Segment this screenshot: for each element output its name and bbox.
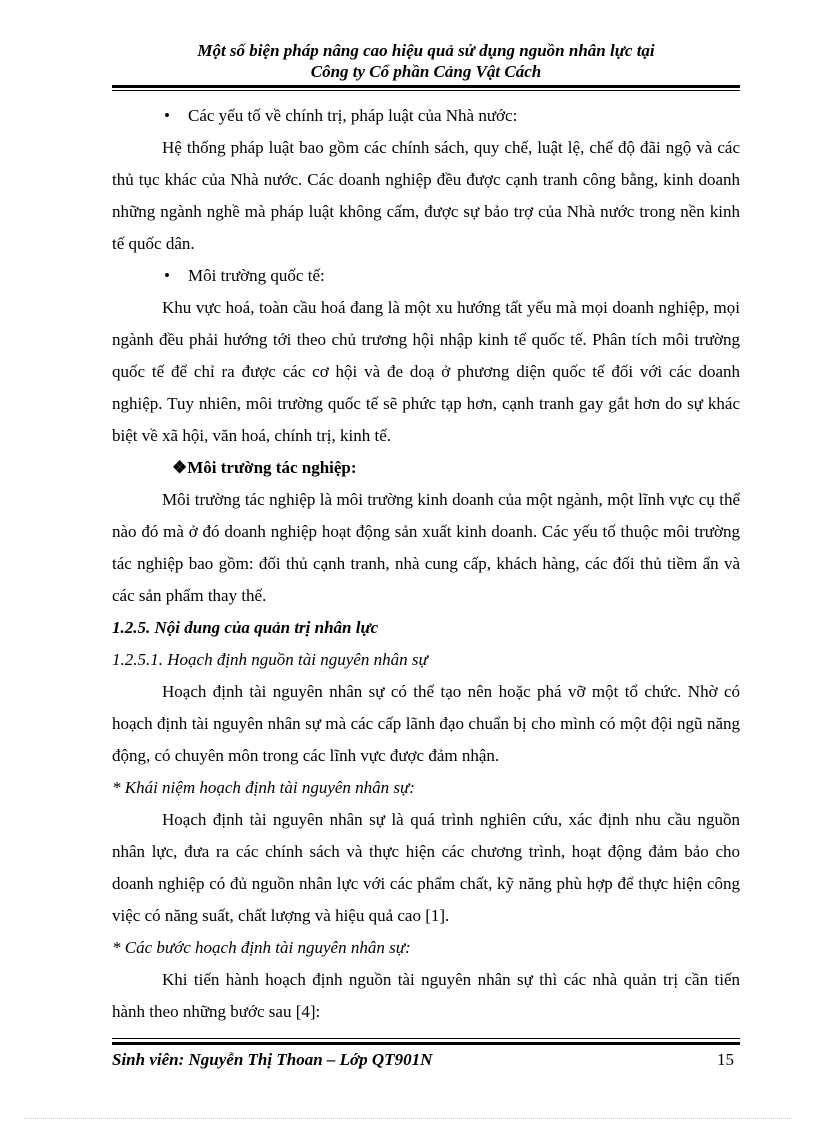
paragraph: Môi trường tác nghiệp là môi trường kinh doanh của một ngành, một lĩnh vực cụ thể nào đó mà ở đó doanh nghiệp hoạt động sản xuất kinh doanh. Các yếu tố thuộc môi trường tác nghiệp bao gồm: đối thủ cạnh tranh, nhà cung cấp, khách hàng, các đối thủ tiềm ẩn và các sản phẩm thay thế. <box>112 490 740 605</box>
page-body <box>112 100 740 1028</box>
diamond-bullet-icon: ❖ <box>172 458 188 477</box>
bullet-item <box>112 100 740 132</box>
note-heading: * Các bước hoạch định tài nguyên nhân sự: <box>112 938 411 957</box>
bullet-text: Môi trường quốc tế: <box>188 266 325 285</box>
page-number: 15 <box>717 1050 734 1069</box>
header-rule-thin <box>112 90 740 91</box>
paragraph: Khu vực hoá, toàn cầu hoá đang là một xu hướng tất yếu mà mọi doanh nghiệp, mọi ngành đều phải hướng tới theo chủ trương hội nhập kinh tế quốc tế. Phân tích môi trường quốc tế để chỉ ra được các cơ hội và đe doạ ở phương diện quốc tế đối với các doanh nghiệp. Tuy nhiên, môi trường quốc tế sẽ phức tạp hơn, cạnh tranh gay gắt hơn do sự khác biệt về xã hội, văn hoá, chính trị, kinh tế. <box>112 298 740 445</box>
section-heading: 1.2.5. Nội dung của quản trị nhân lực <box>112 618 379 637</box>
paragraph: Hoạch định tài nguyên nhân sự là quá trình nghiên cứu, xác định nhu cầu nguồn nhân lực, đưa ra các chính sách và thực hiện các chương trình, hoạt động đảm bảo cho doanh nghiệp có đủ nguồn nhân lực với các phẩm chất, kỹ năng phù hợp để thực hiện công việc có năng suất, chất lượng và hiệu quả cao [1]. <box>112 810 740 925</box>
subsection-heading: 1.2.5.1. Hoạch định nguồn tài nguyên nhân sự <box>112 650 428 669</box>
bullet-dot-icon: • <box>164 266 170 285</box>
footer-student-info: Sinh viên: Nguyễn Thị Thoan – Lớp QT901N <box>112 1050 433 1069</box>
footer-rule-thin <box>112 1038 740 1039</box>
bullet-item <box>112 260 740 292</box>
subheading <box>112 452 740 484</box>
subheading-text: Môi trường tác nghiệp: <box>187 458 357 477</box>
paragraph: Hệ thống pháp luật bao gồm các chính sách, quy chế, luật lệ, chế độ đãi ngộ và các thủ tục khác của Nhà nước. Các doanh nghiệp đều được cạnh tranh công bằng, kinh doanh những ngành nghề mà pháp luật không cấm, được sự bảo trợ của Nhà nước trong nền kinh tế quốc dân. <box>112 138 740 253</box>
paragraph: Hoạch định tài nguyên nhân sự có thể tạo nên hoặc phá vỡ một tổ chức. Nhờ có hoạch định tài nguyên nhân sự mà các cấp lãnh đạo chuẩn bị cho mình có một đội ngũ năng động, có chuyên môn trong các lĩnh vực được đảm nhận. <box>112 682 740 765</box>
page-header <box>112 40 740 82</box>
bullet-dot-icon: • <box>164 106 170 125</box>
page-footer <box>112 1050 740 1074</box>
footer-rule-thick <box>112 1042 740 1045</box>
paragraph: Khi tiến hành hoạch định nguồn tài nguyên nhân sự thì các nhà quản trị cần tiến hành theo những bước sau [4]: <box>112 970 740 1021</box>
bullet-text: Các yếu tố về chính trị, pháp luật của Nhà nước: <box>188 106 518 125</box>
header-rule-thick <box>112 85 740 88</box>
header-title-line1: Một số biện pháp nâng cao hiệu quả sử dụng nguồn nhân lực tại <box>197 41 655 60</box>
note-heading: * Khái niệm hoạch định tài nguyên nhân sự: <box>112 778 415 797</box>
header-title-line2: Công ty Cổ phần Cảng Vật Cách <box>310 62 542 81</box>
page-bottom-border <box>24 1118 792 1119</box>
